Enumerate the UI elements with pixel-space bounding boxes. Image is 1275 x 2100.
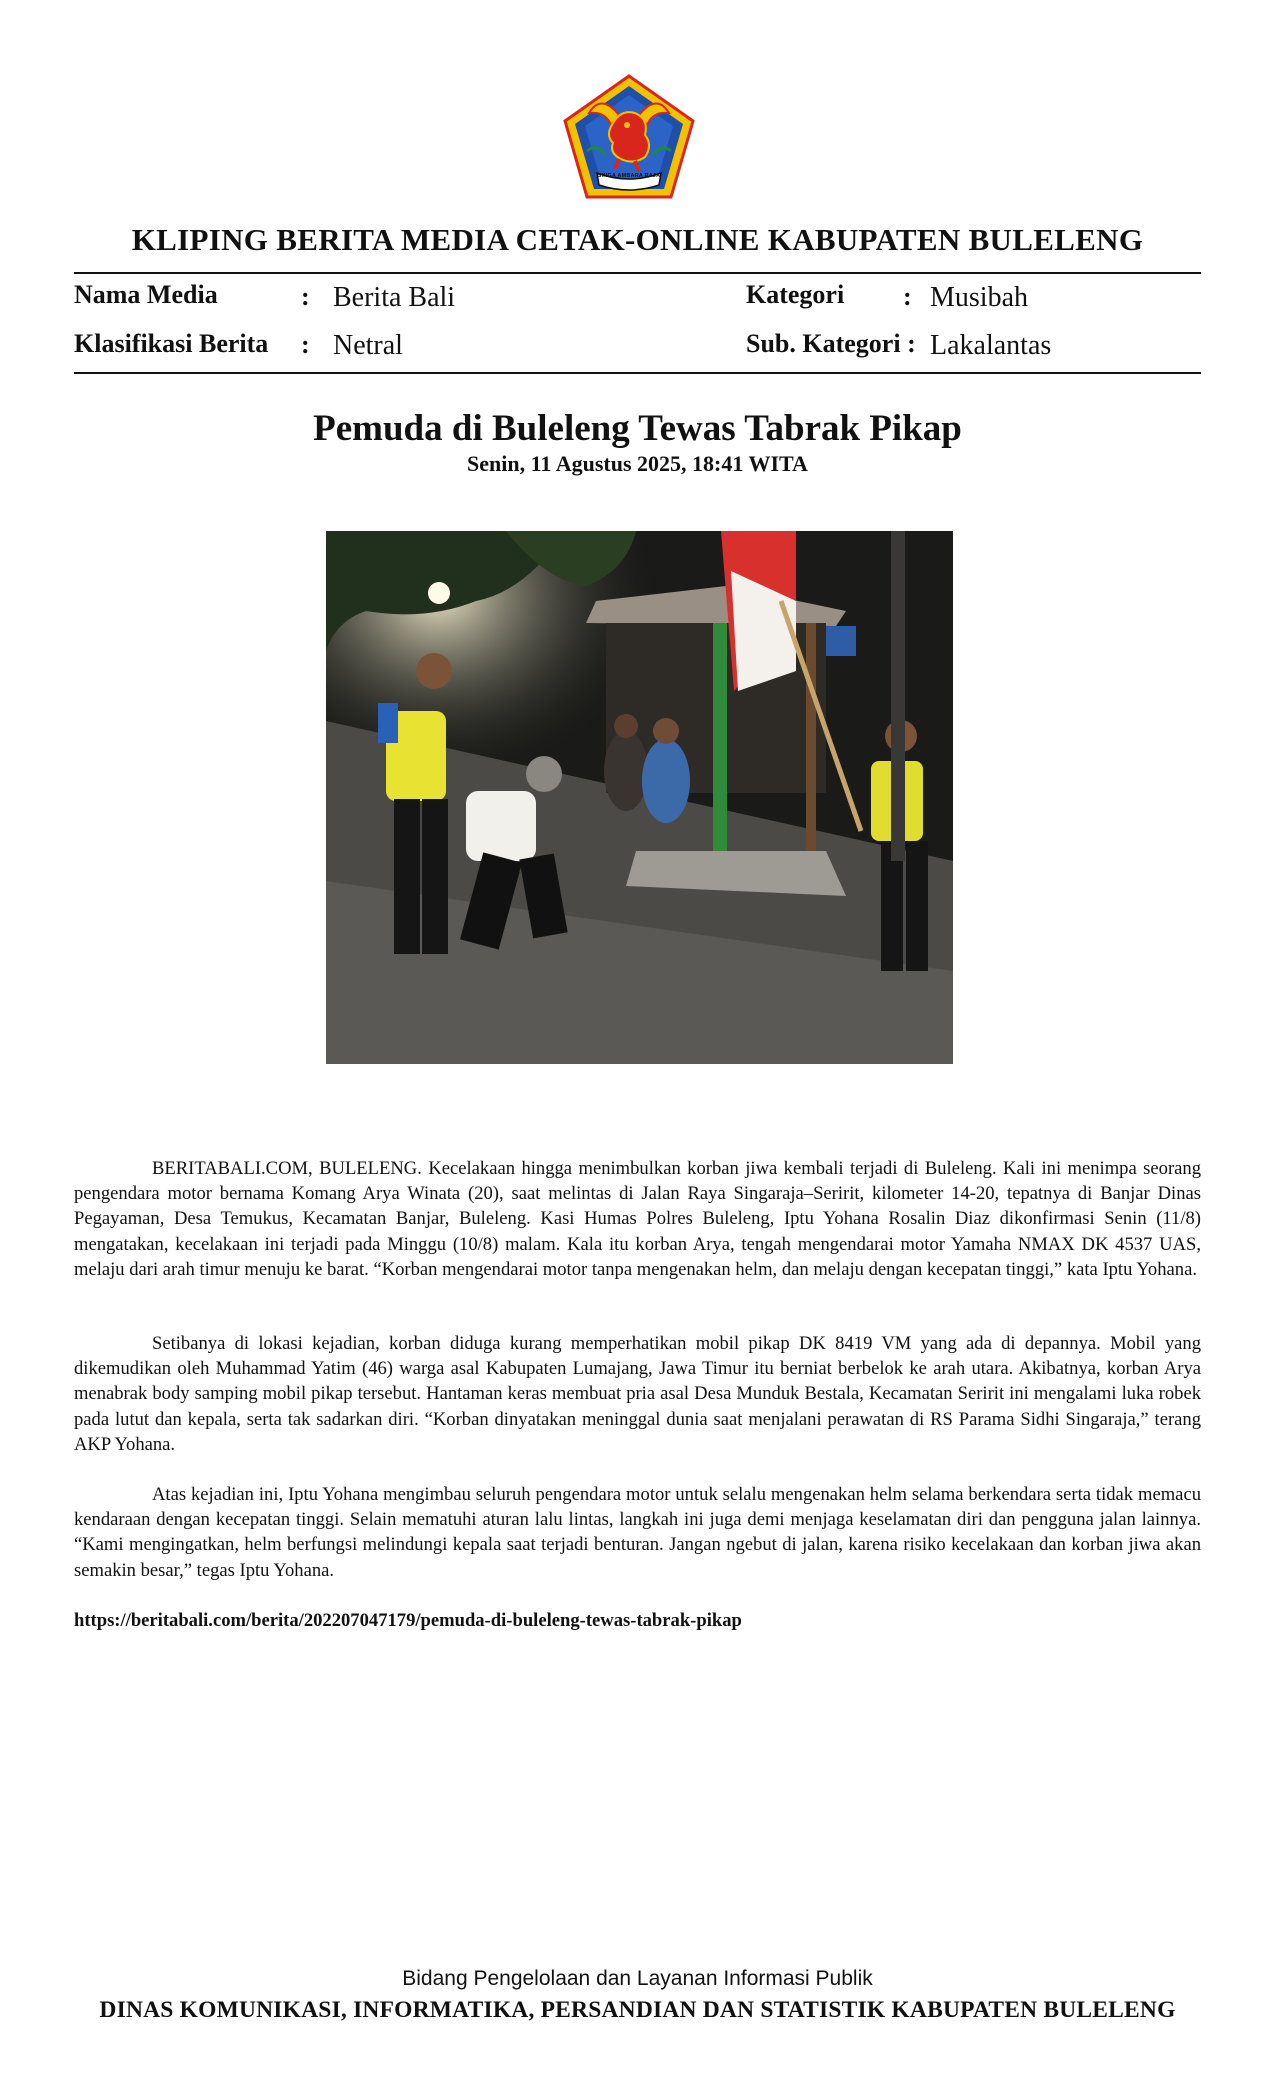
category-label: Kategori: [746, 280, 845, 309]
footer-agency: DINAS KOMUNIKASI, INFORMATIKA, PERSANDIAN DAN STATISTIK KABUPATEN BULELENG: [99, 1997, 1176, 2023]
subcategory-value: Lakalantas: [930, 330, 1052, 361]
classification-value: Netral: [333, 330, 403, 361]
accident-scene-photo: [326, 531, 953, 1064]
article-paragraph: Setibanya di lokasi kejadian, korban diduga kurang memperhatikan mobil pikap DK 8419 VM yang ada di depannya. Mobil yang dikemudikan oleh Muhammad Yatim (46) warga asal Kabupaten Lumajang, Jawa Timur itu berniat berbelok ke arah utara. Akibatnya, korban Arya menabrak body samping mobil pikap tersebut. Hantaman keras membuat pria asal Desa Munduk Bestala, Kecamatan Seririt ini mengalami luka robek pada lutut dan kepala, serta tak sadarkan diri. “Korban dinyatakan meninggal dunia saat menjalani perawatan di RS Parama Sidhi Singaraja,” terang AKP Yohana.: [74, 1333, 1201, 1455]
category-value: Musibah: [930, 282, 1028, 313]
footer-division: Bidang Pengelolaan dan Layanan Informasi Publik: [402, 1967, 873, 1990]
buleleng-regency-emblem-icon: [561, 73, 697, 201]
document-title: KLIPING BERITA MEDIA CETAK-ONLINE KABUPATEN BULELENG: [131, 222, 1144, 257]
subcategory-label: Sub. Kategori :: [746, 329, 916, 358]
media-label: Nama Media: [74, 280, 218, 309]
article-title: Pemuda di Buleleng Tewas Tabrak Pikap: [313, 408, 962, 449]
classification-label: Klasifikasi Berita: [74, 329, 269, 358]
source-link[interactable]: https://beritabali.com/berita/202207047179/pemuda-di-buleleng-tewas-tabrak-pikap: [74, 1610, 742, 1631]
divider-top: [74, 272, 1201, 274]
classification-colon: :: [301, 330, 310, 359]
article-date: Senin, 11 Agustus 2025, 18:41 WITA: [467, 451, 808, 476]
divider-bottom: [74, 372, 1201, 374]
media-value: Berita Bali: [333, 282, 456, 313]
category-colon: :: [903, 282, 912, 311]
article-paragraph: Atas kejadian ini, Iptu Yohana mengimbau seluruh pengendara motor untuk selalu mengenakan helm selama berkendara serta tidak memacu kendaraan dengan kecepatan tinggi. Selain mematuhi aturan lalu lintas, langkah ini juga demi menjaga keselamatan diri dan pengguna jalan lainnya. “Kami mengingatkan, helm berfungsi melindungi kepala saat terjadi benturan. Jangan ngebut di jalan, karena risiko kecelakaan dan korban jiwa akan semakin besar,” tegas Iptu Yohana.: [74, 1484, 1201, 1581]
media-colon: :: [301, 282, 310, 311]
emblem-motto: SINGA AMBARA RAJA: [597, 173, 661, 179]
article-paragraph: BERITABALI.COM, BULELENG. Kecelakaan hingga menimbulkan korban jiwa kembali terjadi di Buleleng. Kali ini menimpa seorang pengendara motor bernama Komang Arya Winata (20), saat melintas di Jalan Raya Singaraja–Seririt, kilometer 14-20, tepatnya di Banjar Dinas Pegayaman, Desa Temukus, Kecamatan Banjar, Buleleng. Kasi Humas Polres Buleleng, Iptu Yohana Rosalin Diaz dikonfirmasi Senin (11/8) mengatakan, kecelakaan ini terjadi pada Minggu (10/8) malam. Kala itu korban Arya, tengah mengendarai motor Yamaha NMAX DK 4537 UAS, melaju dari arah timur menuju ke barat. “Korban mengendarai motor tanpa mengenakan helm, dan melaju dengan kecepatan tinggi,” kata Iptu Yohana.: [74, 1158, 1201, 1280]
